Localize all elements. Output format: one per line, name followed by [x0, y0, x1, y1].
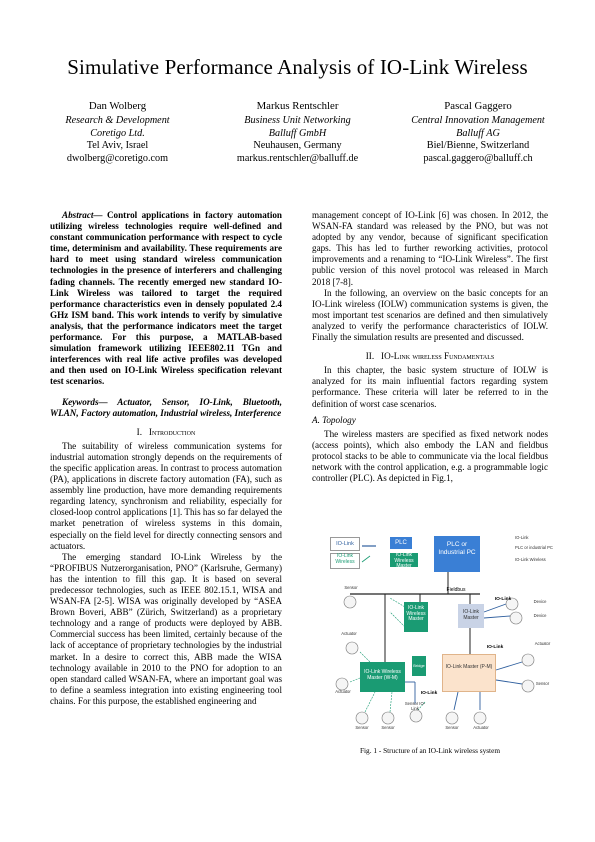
author-location: Biel/Bienne, Switzerland [426, 140, 530, 152]
abstract [50, 210, 282, 388]
label-sensor: Sensor [445, 725, 459, 730]
author-dept: Central Innovation Management [411, 115, 545, 127]
paragraph: In this chapter, the basic system structure of IOLW is analyzed for its main influential factors regarding system performance. These criteria will later be referred to in the definition of worst case scenarios. [312, 365, 548, 409]
bridge-box: Bridge [412, 656, 426, 676]
author-block-1 [30, 100, 205, 165]
legend-text-iolink: IO-Link [515, 535, 529, 540]
section-number: II. [365, 351, 375, 362]
paragraph: The wireless masters are specified as fixed network nodes (access points), which also embody the LAN and fieldbus protocol stacks to be able to communicate via the local fieldbus network with the control application, e.g. a programmable logic controller (PLC). As depicted in Fig.1, [312, 428, 548, 484]
author-org: Coretigo Ltd. [90, 127, 145, 139]
iol-master-small: IO-Link Master [458, 604, 484, 628]
author-email[interactable]: dwolberg@coretigo.com [66, 152, 169, 164]
author-email[interactable]: markus.rentschler@balluff.de [236, 152, 359, 164]
author-name: Dan Wolberg [88, 100, 147, 112]
author-dept: Business Unit Networking [244, 115, 351, 127]
iolink-tag-3: IO-Link [420, 691, 438, 696]
paragraph: The emerging standard IO-Link Wireless by the “PROFIBUS Nutzerorganisation, PNO” (Karlsruhe, Germany) has the intention to fill this gap. It is based on several predecessor technologies, such as IEEE 802.15.1, WISA and WSAN-FA [2-5]. WISA was originally developed by “ASEA Brown Boveri, ABB” (Zürich, Switzerland) as a proprietary technology and a range of products were deployed by ABB. Commercial success has been limited, certainly because of the lack of acceptance of proprietary technologies by the industrial market. In a desire to correct this, ABB made the WISA technology available in 2010 to the PNO for adoption to an open standard called WSAN-FA, where an important goal was to define a seamless integration into existing engineering tool chains. For this purpose, the established engineering and [50, 551, 282, 706]
legend-wireless-master: IO-Link Wireless Master [390, 553, 418, 567]
label-actuator: Actuator [473, 725, 489, 730]
author-name: Pascal Gaggero [444, 100, 512, 112]
label-sensor: Sensor [381, 725, 395, 730]
label-sensor: Sensor [355, 725, 369, 730]
figure-caption: Fig. 1 - Structure of an IO-Link wireless system [359, 746, 501, 755]
abstract-label: Abstract— [62, 210, 103, 220]
label-actuator: Actuator [534, 641, 551, 646]
author-name: Markus Rentschler [256, 100, 339, 112]
paragraph: The suitability of wireless communication systems for industrial automation strongly depends on the requirements of the specific application areas. In contrast to process automation (PA), applications in discrete factory automation (FA), such as assembly line production, have more demanding requirements regarding latency, synchronism and reliability, especially for closed-loop control applications [1]. This has so far delayed the market penetration of wireless systems in this domain, especially on the field level for directly connecting sensors and actuators. [50, 440, 282, 551]
label-sensor-iolink: Sensor IO-Link [404, 701, 426, 711]
legend-text-wireless: IO-Link Wireless [515, 557, 546, 562]
fieldbus-label: Fieldbus [446, 587, 466, 593]
section-heading-2 [312, 351, 548, 362]
label-actuator: Actuator [341, 631, 357, 636]
author-location: Tel Aviv, Israel [86, 140, 149, 152]
label-device: Device [533, 613, 547, 618]
author-org: Balluff GmbH [268, 127, 327, 139]
legend-text-plc: PLC or industrial PC [515, 545, 553, 550]
author-location: Neuhausen, Germany [253, 140, 342, 152]
author-block-2 [205, 100, 390, 165]
label-device: Device [533, 599, 547, 604]
left-column [50, 210, 282, 707]
iol-master-big: IO-Link Master (P-M) [442, 654, 496, 692]
label-sensor: Sensor [535, 681, 550, 686]
legend-iolink: IO-Link [330, 537, 360, 551]
right-column [312, 210, 548, 484]
subsection-heading: A. Topology [312, 414, 356, 425]
author-block-3 [388, 100, 568, 165]
legend-plc: PLC [390, 537, 412, 549]
paper-title: Simulative Performance Analysis of IO-Link Wireless [67, 55, 528, 79]
legend-wireless: IO-Link Wireless [330, 553, 360, 569]
iolink-tag-1: IO-Link [494, 597, 512, 602]
label-actuator: Actuator [335, 689, 351, 694]
section-title: IO-Link wireless Fundamentals [381, 351, 495, 362]
iolink-tag-2: IO-Link [486, 645, 504, 650]
keywords: Keywords— Actuator, Sensor, IO-Link, Bluetooth, WLAN, Factory automation, Industrial wireless, Interference [50, 396, 282, 418]
section-number: I. [136, 426, 143, 437]
author-dept: Research & Development [65, 115, 170, 127]
abstract-text: Control applications in factory automation utilizing wireless technologies require well-defined and constant communication performance with respect to cycle time, determinism and availability. These requirements are hard to meet using standard wireless communication technologies in the presence of interferers and challenging fading channels. The recently emerged new standard IO-Link Wireless was tailored to target the required performance characteristics even in densely populated 2.4 GHz ISM band. This work intends to verify by simulative analysis, that the performance indicators meet the target performance. For this purpose, a MATLAB-based simulation framework utilizing IEEE802.11 TGn and interferences with real life active profiles was developed and then used on IO-Link Wireless specification relevant test scenarios. [50, 210, 282, 387]
section-heading-1 [50, 427, 282, 438]
figure-1-diagram [330, 532, 555, 740]
paragraph: In the following, an overview on the basic concepts for an IO-Link wireless (IOLW) communication systems is given, the most important test scenarios are defined and then simulatively analyzed to verify the performance characteristics of IOLW. Finally the simulation results are presented and discussed. [312, 287, 548, 343]
author-org: Balluff AG [456, 127, 500, 139]
section-title: Introduction [148, 426, 196, 437]
wireless-master-big: IO-Link Wireless Master (W-M) [360, 662, 405, 692]
paragraph: management concept of IO-Link [6] was chosen. In 2012, the WSAN-FA standard was released by the PNO, but was not adopted by any vendor, because of significant specification gaps. This has led to further reworking activities, protocol improvements and a renaming to “IO-Link Wireless”. The first public version of this novel protocol was released in March 2018 [7-8]. [312, 210, 548, 287]
author-email[interactable]: pascal.gaggero@balluff.ch [423, 152, 533, 164]
label-sensor: Sensor [344, 585, 358, 590]
plc-box: PLC or Industrial PC [434, 536, 480, 572]
wireless-master-small: IO-Link Wireless Master [404, 602, 428, 632]
